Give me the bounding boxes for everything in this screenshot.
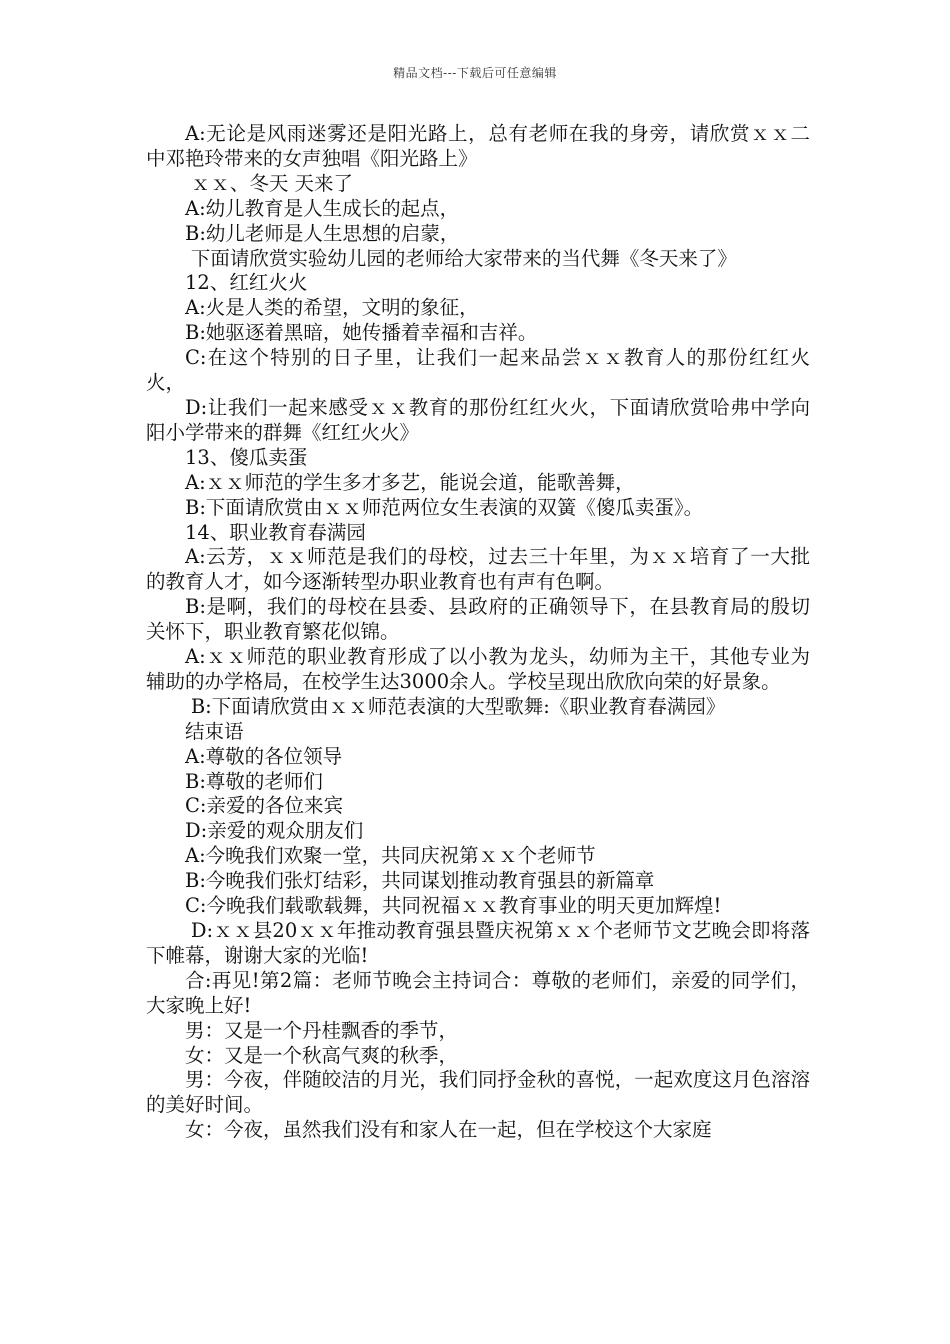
- paragraph: A:云芳，ｘｘ师范是我们的母校，过去三十年里，为ｘｘ培育了一大批的教育人才，如今逐渐转型办职业教育也有声有色啊。: [146, 545, 810, 594]
- paragraph: 下面请欣赏实验幼儿园的老师给大家带来的当代舞《冬天来了》: [190, 246, 737, 270]
- paragraph: D:亲爱的观众朋友们: [185, 819, 364, 843]
- paragraph: B:她驱逐着黑暗，她传播着幸福和吉祥。: [185, 321, 538, 345]
- section-heading: 13、傻瓜卖蛋: [185, 445, 308, 469]
- paragraph: B:下面请欣赏由ｘｘ师范两位女生表演的双簧《傻瓜卖蛋》。: [185, 495, 704, 519]
- paragraph: A:无论是风雨迷雾还是阳光路上，总有老师在我的身旁，请欣赏ｘｘ二中邓艳玲带来的女声独唱《阳光路上》: [146, 122, 810, 170]
- paragraph: A:今晚我们欢聚一堂，共同庆祝第ｘｘ个老师节: [185, 844, 596, 868]
- paragraph: C:今晚我们载歌载舞，共同祝福ｘｘ教育事业的明天更加辉煌!: [185, 894, 722, 918]
- paragraph: D:ｘｘ县20ｘｘ年推动教育强县暨庆祝第ｘｘ个老师节文艺晚会即将落下帷幕，谢谢大家的光临!: [146, 919, 810, 967]
- paragraph: C:亲爱的各位来宾: [185, 794, 343, 818]
- paragraph: A:火是人类的希望，文明的象征，: [185, 296, 479, 320]
- paragraph: 女：又是一个秋高气爽的秋季，: [185, 1043, 459, 1067]
- paragraph: C:在这个特别的日子里，让我们一起来品尝ｘｘ教育人的那份红红火火，: [146, 346, 810, 395]
- paragraph: 合:再见!第2篇：老师节晚会主持词合：尊敬的老师们，亲爱的同学们，大家晚上好!: [146, 968, 810, 1017]
- paragraph: B:幼儿老师是人生思想的启蒙，: [185, 221, 460, 245]
- paragraph: A:幼儿教育是人生成长的起点，: [185, 196, 460, 220]
- section-heading: 12、红红火火: [185, 271, 308, 295]
- section-heading: 结束语: [185, 719, 244, 743]
- paragraph: B:尊敬的老师们: [185, 769, 323, 793]
- paragraph: B:今晚我们张灯结彩，共同谋划推动教育强县的新篇章: [185, 869, 655, 893]
- paragraph: A:ｘｘ师范的学生多才多艺，能说会道，能歌善舞，: [185, 470, 635, 494]
- paragraph: 男：又是一个丹桂飘香的季节，: [185, 1018, 459, 1042]
- paragraph: A:尊敬的各位领导: [185, 744, 343, 768]
- paragraph: B:是啊，我们的母校在县委、县政府的正确领导下，在县教育局的殷切关怀下，职业教育繁花似锦。: [146, 595, 810, 644]
- paragraph: D:让我们一起来感受ｘｘ教育的那份红红火火，下面请欣赏哈弗中学向阳小学带来的群舞《红红火火》: [146, 395, 810, 444]
- paragraph: A:ｘｘ师范的职业教育形成了以小教为龙头，幼师为主干，其他专业为辅助的办学格局，在校学生达3000余人。学校呈现出欣欣向荣的好景象。: [146, 645, 810, 693]
- paragraph: B:下面请欣赏由ｘｘ师范表演的大型歌舞:《职业教育春满园》: [190, 694, 726, 718]
- section-heading: 14、职业教育春满园: [185, 520, 366, 544]
- document-body: [146, 122, 810, 1143]
- paragraph: 男：今夜，伴随皎洁的月光，我们同抒金秋的喜悦，一起欢度这月色溶溶的美好时间。: [146, 1068, 810, 1117]
- section-heading: ｘｘ、冬天 天来了: [190, 171, 354, 195]
- paragraph: 女：今夜，虽然我们没有和家人在一起，但在学校这个大家庭: [185, 1118, 712, 1142]
- page-header: 精品文档---下载后可任意编辑: [393, 66, 557, 80]
